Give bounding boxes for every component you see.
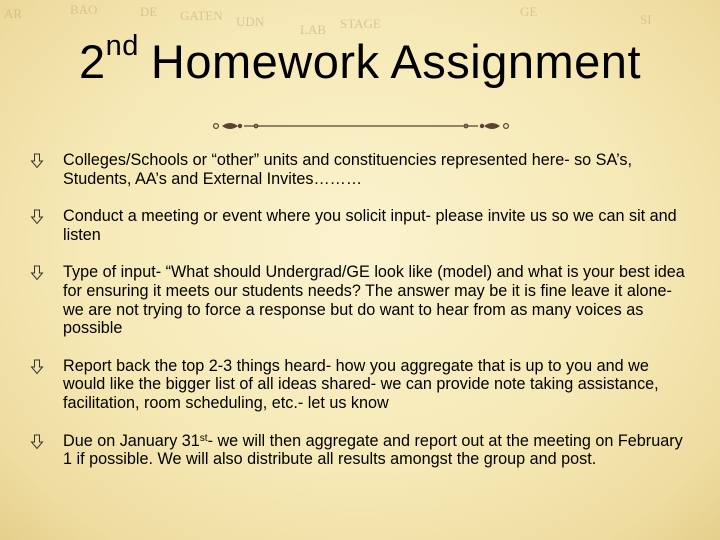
hollow-down-arrow-icon bbox=[30, 434, 44, 450]
list-item bbox=[30, 263, 695, 337]
hollow-down-arrow-icon bbox=[30, 153, 44, 169]
bullet-text: Report back the top 2-3 things heard- how you aggregate that is up to you and we would like the bigger list of all ideas shared- we can provide note taking assistance, facilitation, room scheduling, etc.- let us know bbox=[63, 356, 659, 412]
texture-word: BAO bbox=[70, 2, 98, 17]
texture-word: GE bbox=[520, 4, 538, 19]
bullet-text: Type of input- “What should Undergrad/GE look like (model) and what is your best idea for ensuring it meets our students needs? The answer may be it is fine leave it alone- we are not trying to force a response but do want to hear from as many voices as possible bbox=[63, 263, 685, 338]
list-item bbox=[30, 151, 695, 188]
texture-word: UDN bbox=[236, 14, 265, 29]
bullet-text: Colleges/Schools or “other” units and constituencies represented here- so SA’s, Students, AA’s and External Invites……… bbox=[63, 151, 632, 188]
slide-title bbox=[0, 30, 720, 89]
list-item bbox=[30, 357, 695, 413]
texture-word: DE bbox=[140, 4, 158, 19]
texture-word: AR bbox=[4, 6, 23, 21]
texture-word: LAB bbox=[300, 22, 326, 37]
hollow-down-arrow-icon bbox=[30, 265, 44, 281]
texture-word: GATEN bbox=[180, 8, 223, 23]
bullet-list bbox=[30, 151, 695, 469]
bullet-text: Conduct a meeting or event where you solicit input- please invite us so we can sit and listen bbox=[63, 207, 677, 244]
hollow-down-arrow-icon bbox=[30, 209, 44, 225]
flourish-divider-icon bbox=[212, 118, 510, 134]
bullet-text-start: Due on January 31 bbox=[63, 431, 200, 450]
title-number: 2 bbox=[78, 35, 106, 88]
bullet-text-end: - we will then aggregate and report out at the meeting on February 1 if possible. We will also distribute all results amongst the group and post. bbox=[63, 431, 683, 469]
texture-word: STAGE bbox=[340, 16, 381, 31]
texture-word: SI bbox=[640, 12, 652, 27]
ordinal-suffix: st bbox=[199, 432, 208, 444]
hollow-down-arrow-icon bbox=[30, 359, 44, 375]
list-item bbox=[30, 432, 695, 469]
title-ordinal-suffix: nd bbox=[105, 30, 139, 62]
list-item bbox=[30, 207, 695, 244]
title-text: Homework Assignment bbox=[150, 35, 642, 88]
